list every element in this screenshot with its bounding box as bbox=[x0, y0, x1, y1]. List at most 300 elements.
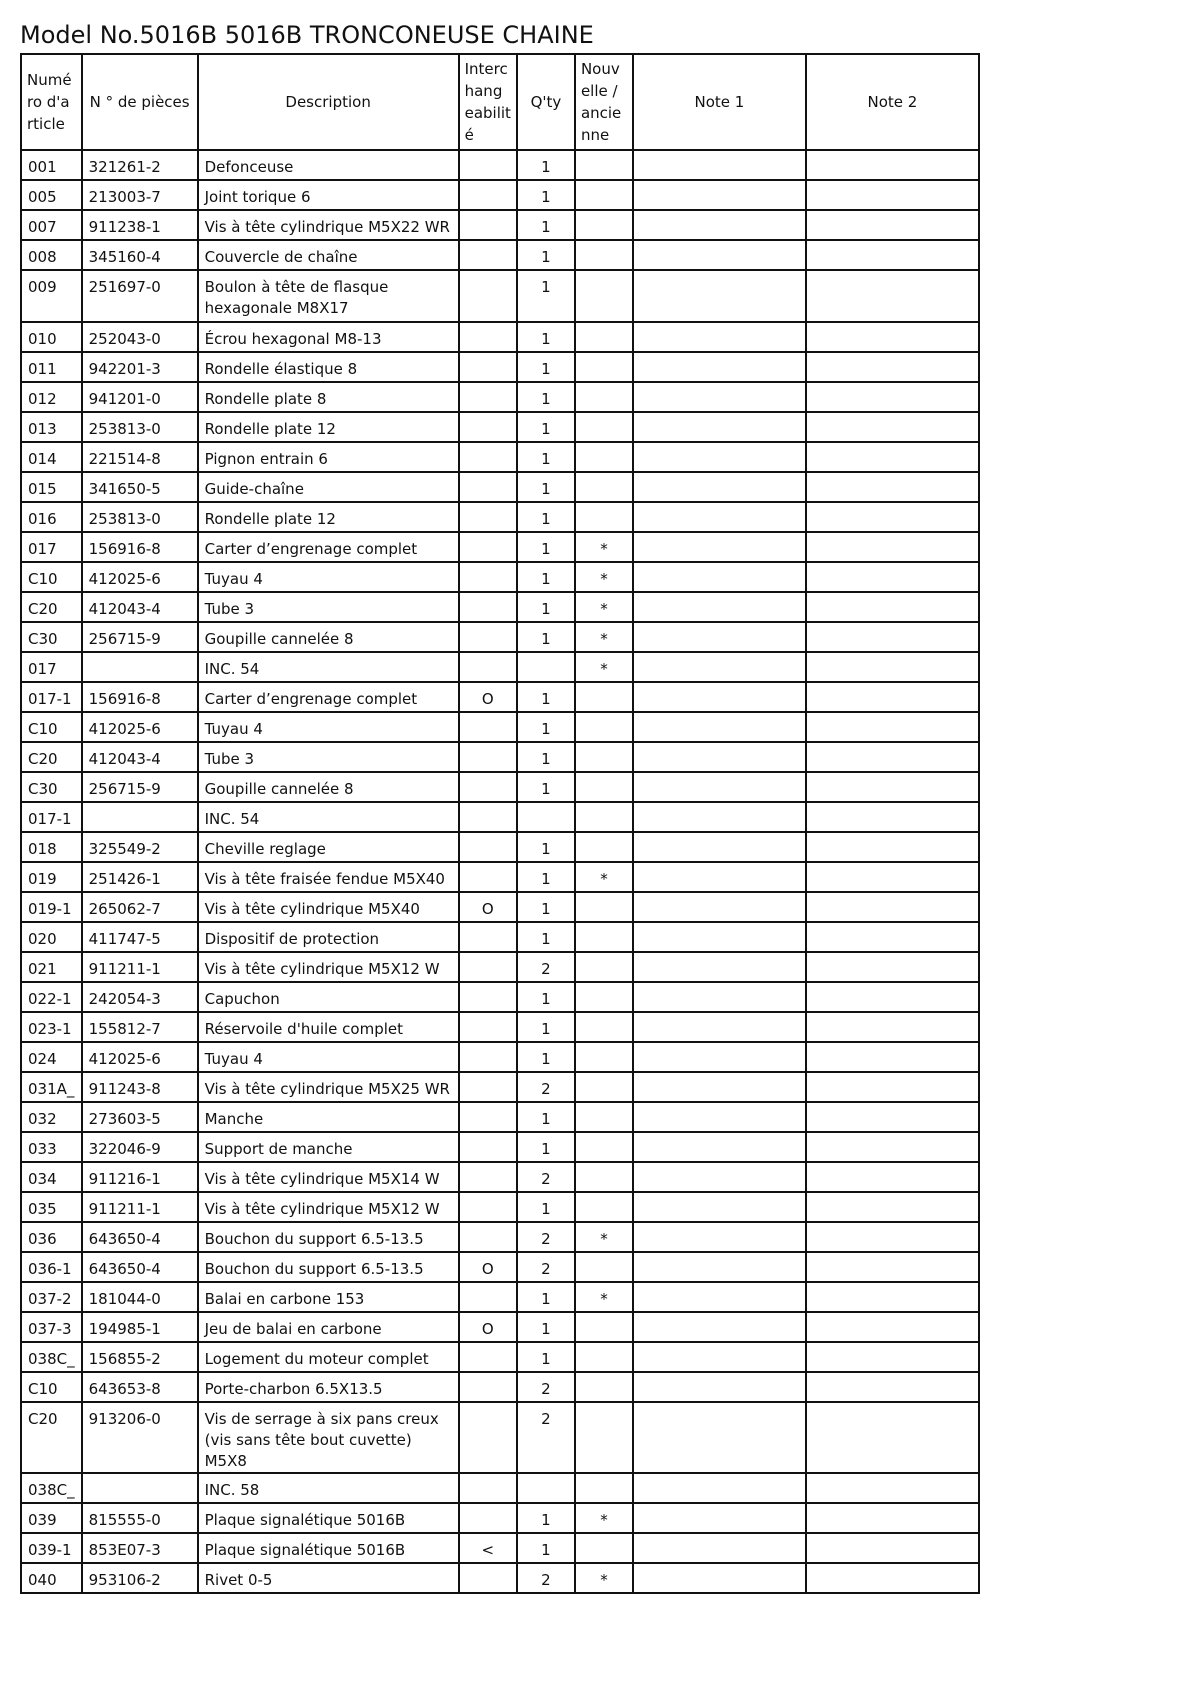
cell-article-number: 013 bbox=[21, 412, 82, 442]
cell-note-2 bbox=[806, 180, 979, 210]
header-note-2: Note 2 bbox=[806, 54, 979, 150]
cell-part-number: 412043-4 bbox=[82, 742, 198, 772]
cell-quantity: 1 bbox=[517, 1342, 575, 1372]
cell-note-1 bbox=[633, 1473, 806, 1503]
cell-description: Bouchon du support 6.5-13.5 bbox=[198, 1252, 459, 1282]
cell-part-number bbox=[82, 802, 198, 832]
cell-article-number: C20 bbox=[21, 742, 82, 772]
cell-note-1 bbox=[633, 352, 806, 382]
cell-article-number: 036-1 bbox=[21, 1252, 82, 1282]
table-row bbox=[21, 1102, 979, 1132]
table-row bbox=[21, 592, 979, 622]
cell-part-number: 213003-7 bbox=[82, 180, 198, 210]
cell-interchangeability bbox=[459, 322, 517, 352]
cell-new-old: * bbox=[575, 592, 633, 622]
cell-description: Manche bbox=[198, 1102, 459, 1132]
cell-new-old bbox=[575, 922, 633, 952]
cell-article-number: C10 bbox=[21, 562, 82, 592]
cell-note-2 bbox=[806, 1503, 979, 1533]
cell-quantity: 1 bbox=[517, 1192, 575, 1222]
cell-description: Cheville reglage bbox=[198, 832, 459, 862]
cell-quantity bbox=[517, 802, 575, 832]
cell-note-2 bbox=[806, 832, 979, 862]
cell-note-2 bbox=[806, 1132, 979, 1162]
cell-quantity: 2 bbox=[517, 1162, 575, 1192]
table-row bbox=[21, 802, 979, 832]
cell-description: Tube 3 bbox=[198, 592, 459, 622]
cell-description: Plaque signalétique 5016B bbox=[198, 1533, 459, 1563]
cell-note-2 bbox=[806, 982, 979, 1012]
cell-article-number: 021 bbox=[21, 952, 82, 982]
cell-new-old: * bbox=[575, 1282, 633, 1312]
cell-note-2 bbox=[806, 412, 979, 442]
cell-description: Vis à tête cylindrique M5X14 W bbox=[198, 1162, 459, 1192]
cell-part-number: 253813-0 bbox=[82, 502, 198, 532]
table-row bbox=[21, 1342, 979, 1372]
table-row bbox=[21, 922, 979, 952]
cell-part-number: 411747-5 bbox=[82, 922, 198, 952]
cell-note-2 bbox=[806, 622, 979, 652]
cell-interchangeability: O bbox=[459, 1312, 517, 1342]
cell-description: Boulon à tête de flasque hexagonale M8X17 bbox=[198, 270, 459, 322]
cell-part-number: 643650-4 bbox=[82, 1222, 198, 1252]
cell-quantity bbox=[517, 652, 575, 682]
cell-quantity: 1 bbox=[517, 1533, 575, 1563]
cell-description: Porte-charbon 6.5X13.5 bbox=[198, 1372, 459, 1402]
cell-quantity: 1 bbox=[517, 772, 575, 802]
cell-quantity bbox=[517, 1473, 575, 1503]
cell-interchangeability bbox=[459, 802, 517, 832]
cell-note-1 bbox=[633, 952, 806, 982]
cell-part-number: 911238-1 bbox=[82, 210, 198, 240]
table-row bbox=[21, 1132, 979, 1162]
cell-article-number: 039 bbox=[21, 1503, 82, 1533]
cell-description: Vis à tête fraisée fendue M5X40 bbox=[198, 862, 459, 892]
cell-part-number: 853E07-3 bbox=[82, 1533, 198, 1563]
cell-article-number: C10 bbox=[21, 712, 82, 742]
table-row bbox=[21, 352, 979, 382]
cell-interchangeability bbox=[459, 862, 517, 892]
table-row bbox=[21, 772, 979, 802]
cell-note-2 bbox=[806, 862, 979, 892]
cell-quantity: 1 bbox=[517, 240, 575, 270]
cell-description: Logement du moteur complet bbox=[198, 1342, 459, 1372]
cell-new-old bbox=[575, 1102, 633, 1132]
cell-description: Carter d’engrenage complet bbox=[198, 682, 459, 712]
cell-interchangeability bbox=[459, 772, 517, 802]
table-row bbox=[21, 1282, 979, 1312]
cell-interchangeability bbox=[459, 1042, 517, 1072]
cell-article-number: 014 bbox=[21, 442, 82, 472]
cell-interchangeability bbox=[459, 922, 517, 952]
cell-new-old bbox=[575, 180, 633, 210]
cell-article-number: 035 bbox=[21, 1192, 82, 1222]
cell-article-number: 017-1 bbox=[21, 802, 82, 832]
parts-table bbox=[20, 53, 980, 1594]
cell-new-old bbox=[575, 1312, 633, 1342]
cell-note-2 bbox=[806, 1102, 979, 1132]
cell-note-1 bbox=[633, 150, 806, 180]
cell-article-number: 010 bbox=[21, 322, 82, 352]
cell-new-old bbox=[575, 322, 633, 352]
table-row bbox=[21, 832, 979, 862]
cell-note-1 bbox=[633, 652, 806, 682]
cell-note-2 bbox=[806, 1162, 979, 1192]
table-row bbox=[21, 240, 979, 270]
cell-new-old bbox=[575, 682, 633, 712]
cell-note-2 bbox=[806, 322, 979, 352]
cell-note-1 bbox=[633, 1282, 806, 1312]
cell-note-2 bbox=[806, 1563, 979, 1593]
cell-note-1 bbox=[633, 682, 806, 712]
cell-note-1 bbox=[633, 210, 806, 240]
cell-quantity: 1 bbox=[517, 1102, 575, 1132]
cell-interchangeability bbox=[459, 412, 517, 442]
cell-description: Plaque signalétique 5016B bbox=[198, 1503, 459, 1533]
table-row bbox=[21, 1072, 979, 1102]
cell-quantity: 1 bbox=[517, 442, 575, 472]
cell-note-1 bbox=[633, 1132, 806, 1162]
cell-article-number: 022-1 bbox=[21, 982, 82, 1012]
cell-quantity: 1 bbox=[517, 502, 575, 532]
cell-interchangeability: O bbox=[459, 1252, 517, 1282]
cell-interchangeability: < bbox=[459, 1533, 517, 1563]
cell-article-number: 031A_ bbox=[21, 1072, 82, 1102]
cell-part-number: 643650-4 bbox=[82, 1252, 198, 1282]
cell-note-1 bbox=[633, 1503, 806, 1533]
cell-part-number: 156916-8 bbox=[82, 682, 198, 712]
cell-part-number: 942201-3 bbox=[82, 352, 198, 382]
table-row bbox=[21, 1473, 979, 1503]
cell-interchangeability bbox=[459, 270, 517, 322]
cell-quantity: 2 bbox=[517, 1072, 575, 1102]
cell-new-old bbox=[575, 352, 633, 382]
cell-note-1 bbox=[633, 562, 806, 592]
cell-interchangeability bbox=[459, 652, 517, 682]
cell-quantity: 1 bbox=[517, 352, 575, 382]
cell-part-number bbox=[82, 652, 198, 682]
table-row bbox=[21, 742, 979, 772]
table-row bbox=[21, 1192, 979, 1222]
table-header-row bbox=[21, 54, 979, 150]
cell-article-number: 040 bbox=[21, 1563, 82, 1593]
cell-article-number: 007 bbox=[21, 210, 82, 240]
cell-interchangeability bbox=[459, 1402, 517, 1473]
cell-description: Balai en carbone 153 bbox=[198, 1282, 459, 1312]
cell-article-number: C20 bbox=[21, 592, 82, 622]
cell-new-old: * bbox=[575, 622, 633, 652]
cell-note-1 bbox=[633, 1252, 806, 1282]
cell-new-old bbox=[575, 412, 633, 442]
cell-interchangeability bbox=[459, 1222, 517, 1252]
cell-article-number: 036 bbox=[21, 1222, 82, 1252]
table-row bbox=[21, 1222, 979, 1252]
cell-article-number: 017 bbox=[21, 532, 82, 562]
cell-description: Dispositif de protection bbox=[198, 922, 459, 952]
cell-note-2 bbox=[806, 1533, 979, 1563]
cell-interchangeability bbox=[459, 1072, 517, 1102]
cell-new-old bbox=[575, 1402, 633, 1473]
cell-quantity: 1 bbox=[517, 472, 575, 502]
cell-new-old bbox=[575, 502, 633, 532]
cell-description: Capuchon bbox=[198, 982, 459, 1012]
cell-part-number: 265062-7 bbox=[82, 892, 198, 922]
table-row bbox=[21, 712, 979, 742]
cell-note-2 bbox=[806, 532, 979, 562]
cell-description: Vis à tête cylindrique M5X25 WR bbox=[198, 1072, 459, 1102]
cell-description: Pignon entrain 6 bbox=[198, 442, 459, 472]
table-row bbox=[21, 270, 979, 322]
cell-quantity: 1 bbox=[517, 982, 575, 1012]
table-row bbox=[21, 1012, 979, 1042]
cell-part-number: 911216-1 bbox=[82, 1162, 198, 1192]
cell-interchangeability bbox=[459, 1473, 517, 1503]
header-new-old: Nouv elle / ancie nne bbox=[575, 54, 633, 150]
cell-new-old: * bbox=[575, 562, 633, 592]
cell-new-old bbox=[575, 772, 633, 802]
table-row bbox=[21, 952, 979, 982]
cell-part-number: 273603-5 bbox=[82, 1102, 198, 1132]
cell-article-number: 038C_ bbox=[21, 1342, 82, 1372]
cell-new-old bbox=[575, 1012, 633, 1042]
cell-note-1 bbox=[633, 892, 806, 922]
cell-note-2 bbox=[806, 772, 979, 802]
cell-description: INC. 54 bbox=[198, 802, 459, 832]
cell-article-number: C10 bbox=[21, 1372, 82, 1402]
cell-part-number: 953106-2 bbox=[82, 1563, 198, 1593]
cell-part-number: 253813-0 bbox=[82, 412, 198, 442]
cell-article-number: 019 bbox=[21, 862, 82, 892]
cell-new-old bbox=[575, 802, 633, 832]
cell-note-2 bbox=[806, 712, 979, 742]
cell-interchangeability bbox=[459, 442, 517, 472]
cell-description: Tuyau 4 bbox=[198, 712, 459, 742]
cell-note-2 bbox=[806, 1473, 979, 1503]
cell-description: Vis à tête cylindrique M5X12 W bbox=[198, 952, 459, 982]
cell-description: Jeu de balai en carbone bbox=[198, 1312, 459, 1342]
cell-quantity: 1 bbox=[517, 622, 575, 652]
table-row bbox=[21, 180, 979, 210]
cell-quantity: 2 bbox=[517, 1402, 575, 1473]
cell-part-number: 325549-2 bbox=[82, 832, 198, 862]
header-interchangeability: Interc hang eabilit é bbox=[459, 54, 517, 150]
cell-new-old bbox=[575, 1252, 633, 1282]
cell-note-2 bbox=[806, 742, 979, 772]
cell-interchangeability bbox=[459, 532, 517, 562]
table-row bbox=[21, 150, 979, 180]
cell-note-2 bbox=[806, 652, 979, 682]
cell-quantity: 1 bbox=[517, 150, 575, 180]
cell-quantity: 1 bbox=[517, 832, 575, 862]
cell-note-2 bbox=[806, 442, 979, 472]
cell-interchangeability: O bbox=[459, 892, 517, 922]
cell-note-2 bbox=[806, 802, 979, 832]
cell-note-2 bbox=[806, 1042, 979, 1072]
cell-article-number: 016 bbox=[21, 502, 82, 532]
cell-quantity: 1 bbox=[517, 862, 575, 892]
cell-description: Couvercle de chaîne bbox=[198, 240, 459, 270]
cell-note-2 bbox=[806, 1342, 979, 1372]
cell-quantity: 1 bbox=[517, 592, 575, 622]
cell-new-old bbox=[575, 892, 633, 922]
cell-note-1 bbox=[633, 1072, 806, 1102]
cell-note-1 bbox=[633, 1222, 806, 1252]
cell-interchangeability bbox=[459, 1563, 517, 1593]
cell-new-old bbox=[575, 1132, 633, 1162]
cell-new-old bbox=[575, 1042, 633, 1072]
cell-article-number: 017-1 bbox=[21, 682, 82, 712]
cell-note-2 bbox=[806, 1012, 979, 1042]
cell-quantity: 1 bbox=[517, 210, 575, 240]
cell-quantity: 1 bbox=[517, 1012, 575, 1042]
cell-part-number: 251426-1 bbox=[82, 862, 198, 892]
cell-interchangeability bbox=[459, 180, 517, 210]
cell-note-1 bbox=[633, 592, 806, 622]
cell-article-number: 038C_ bbox=[21, 1473, 82, 1503]
cell-article-number: 012 bbox=[21, 382, 82, 412]
cell-new-old bbox=[575, 150, 633, 180]
cell-interchangeability bbox=[459, 1102, 517, 1132]
cell-part-number: 911211-1 bbox=[82, 1192, 198, 1222]
table-row bbox=[21, 982, 979, 1012]
cell-part-number: 251697-0 bbox=[82, 270, 198, 322]
cell-quantity: 1 bbox=[517, 1282, 575, 1312]
cell-new-old: * bbox=[575, 1563, 633, 1593]
cell-quantity: 1 bbox=[517, 712, 575, 742]
cell-new-old bbox=[575, 1533, 633, 1563]
cell-article-number: 037-2 bbox=[21, 1282, 82, 1312]
cell-part-number: 156916-8 bbox=[82, 532, 198, 562]
cell-description: Guide-chaîne bbox=[198, 472, 459, 502]
cell-article-number: 032 bbox=[21, 1102, 82, 1132]
cell-note-2 bbox=[806, 952, 979, 982]
cell-interchangeability bbox=[459, 1192, 517, 1222]
cell-quantity: 1 bbox=[517, 742, 575, 772]
cell-part-number: 911211-1 bbox=[82, 952, 198, 982]
cell-part-number: 321261-2 bbox=[82, 150, 198, 180]
cell-description: INC. 58 bbox=[198, 1473, 459, 1503]
cell-note-1 bbox=[633, 502, 806, 532]
cell-article-number: 039-1 bbox=[21, 1533, 82, 1563]
cell-article-number: 020 bbox=[21, 922, 82, 952]
cell-new-old bbox=[575, 1473, 633, 1503]
cell-quantity: 1 bbox=[517, 682, 575, 712]
cell-note-1 bbox=[633, 180, 806, 210]
cell-quantity: 1 bbox=[517, 1042, 575, 1072]
cell-interchangeability bbox=[459, 832, 517, 862]
cell-part-number: 913206-0 bbox=[82, 1402, 198, 1473]
cell-note-1 bbox=[633, 772, 806, 802]
cell-note-1 bbox=[633, 1312, 806, 1342]
cell-interchangeability bbox=[459, 1342, 517, 1372]
table-row bbox=[21, 1372, 979, 1402]
cell-article-number: 015 bbox=[21, 472, 82, 502]
cell-interchangeability bbox=[459, 382, 517, 412]
cell-description: Support de manche bbox=[198, 1132, 459, 1162]
cell-new-old: * bbox=[575, 1503, 633, 1533]
cell-note-1 bbox=[633, 1372, 806, 1402]
cell-part-number: 242054-3 bbox=[82, 982, 198, 1012]
cell-note-2 bbox=[806, 270, 979, 322]
cell-quantity: 2 bbox=[517, 1252, 575, 1282]
cell-article-number: C30 bbox=[21, 772, 82, 802]
cell-new-old bbox=[575, 1342, 633, 1372]
cell-note-1 bbox=[633, 1342, 806, 1372]
table-row bbox=[21, 1563, 979, 1593]
cell-part-number: 156855-2 bbox=[82, 1342, 198, 1372]
cell-note-1 bbox=[633, 862, 806, 892]
cell-part-number: 345160-4 bbox=[82, 240, 198, 270]
cell-part-number: 911243-8 bbox=[82, 1072, 198, 1102]
cell-new-old bbox=[575, 712, 633, 742]
header-note-1: Note 1 bbox=[633, 54, 806, 150]
table-row bbox=[21, 412, 979, 442]
cell-note-2 bbox=[806, 1222, 979, 1252]
cell-interchangeability bbox=[459, 1503, 517, 1533]
table-row bbox=[21, 502, 979, 532]
cell-quantity: 1 bbox=[517, 382, 575, 412]
cell-description: Rondelle plate 8 bbox=[198, 382, 459, 412]
cell-new-old bbox=[575, 1072, 633, 1102]
cell-note-1 bbox=[633, 322, 806, 352]
cell-article-number: 018 bbox=[21, 832, 82, 862]
cell-new-old bbox=[575, 742, 633, 772]
cell-quantity: 1 bbox=[517, 412, 575, 442]
cell-interchangeability bbox=[459, 1132, 517, 1162]
cell-description: Defonceuse bbox=[198, 150, 459, 180]
cell-description: Joint torique 6 bbox=[198, 180, 459, 210]
cell-part-number: 256715-9 bbox=[82, 772, 198, 802]
cell-description: Tuyau 4 bbox=[198, 562, 459, 592]
cell-new-old bbox=[575, 270, 633, 322]
cell-note-1 bbox=[633, 1012, 806, 1042]
cell-interchangeability bbox=[459, 982, 517, 1012]
cell-note-2 bbox=[806, 592, 979, 622]
cell-note-1 bbox=[633, 742, 806, 772]
cell-note-2 bbox=[806, 1402, 979, 1473]
cell-article-number: 033 bbox=[21, 1132, 82, 1162]
cell-new-old bbox=[575, 982, 633, 1012]
table-row bbox=[21, 1252, 979, 1282]
cell-interchangeability bbox=[459, 240, 517, 270]
cell-note-1 bbox=[633, 1162, 806, 1192]
cell-description: INC. 54 bbox=[198, 652, 459, 682]
cell-note-2 bbox=[806, 502, 979, 532]
cell-note-2 bbox=[806, 1252, 979, 1282]
cell-new-old: * bbox=[575, 1222, 633, 1252]
cell-interchangeability bbox=[459, 712, 517, 742]
cell-note-1 bbox=[633, 382, 806, 412]
cell-article-number: C30 bbox=[21, 622, 82, 652]
table-row bbox=[21, 1402, 979, 1473]
cell-quantity: 2 bbox=[517, 1372, 575, 1402]
table-row bbox=[21, 562, 979, 592]
cell-description: Bouchon du support 6.5-13.5 bbox=[198, 1222, 459, 1252]
header-description: Description bbox=[198, 54, 459, 150]
cell-note-1 bbox=[633, 1102, 806, 1132]
table-row bbox=[21, 1042, 979, 1072]
cell-part-number: 412043-4 bbox=[82, 592, 198, 622]
cell-new-old bbox=[575, 1192, 633, 1222]
cell-article-number: 024 bbox=[21, 1042, 82, 1072]
cell-note-1 bbox=[633, 1042, 806, 1072]
cell-article-number: 019-1 bbox=[21, 892, 82, 922]
cell-note-2 bbox=[806, 150, 979, 180]
cell-new-old bbox=[575, 1162, 633, 1192]
cell-interchangeability bbox=[459, 592, 517, 622]
cell-quantity: 1 bbox=[517, 922, 575, 952]
cell-description: Rivet 0-5 bbox=[198, 1563, 459, 1593]
